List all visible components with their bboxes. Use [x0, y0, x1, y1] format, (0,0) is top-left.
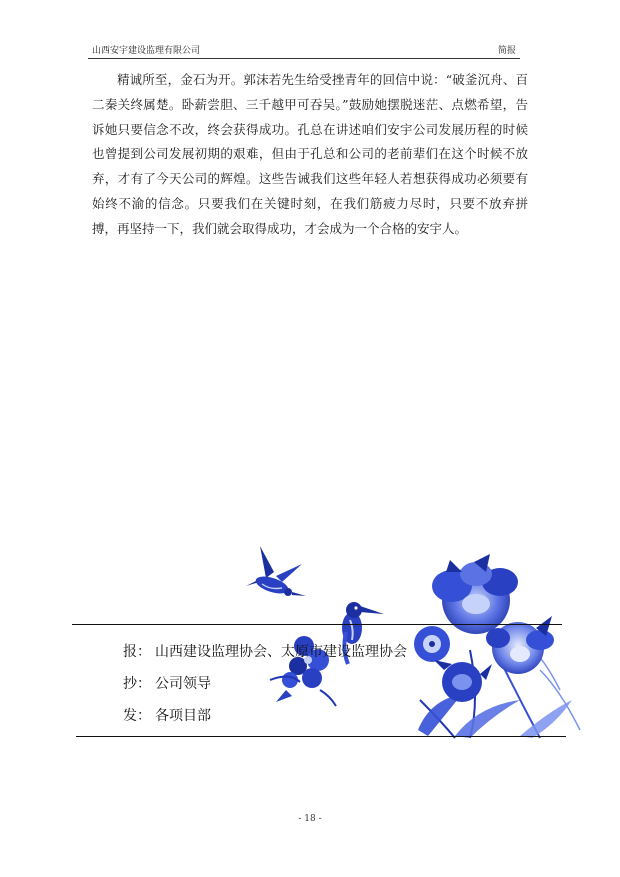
body-paragraph: 精诚所至，金石为开。郭沫若先生给受挫青年的回信中说：“破釜沉舟、百二秦关终属楚。卧薪尝胆、三千越甲可吞吴。”鼓励她摆脱迷茫、点燃希望，告诉她只要信念不改，终会获得成功。孔总在讲述咱们安宇公司发展历程的时候也曾提到公司发展初期的艰难，但由于孔总和公司的老前辈们在这个时候不放弃，才有了今天公司的辉煌。这些告诫我们这些年轻人若想获得成功必须要有始终不渝的信念。只要我们在关键时刻，在我们筋疲力尽时，只要不放弃拼搏，再坚持一下，我们就会取得成功，才会成为一个合格的安宇人。 — [92, 72, 528, 236]
report-recipients: 山西建设监理协会、太原市建设监理协会 — [155, 644, 407, 660]
distribution-top-rule — [72, 624, 562, 625]
page-number: - 18 - — [298, 814, 322, 824]
distribution-send-line — [123, 707, 211, 725]
send-recipients: 各项目部 — [155, 708, 211, 724]
flower-icon — [432, 554, 518, 634]
header-company: 山西安宇建设监理有限公司 — [92, 46, 201, 56]
distribution-copy-line — [123, 675, 211, 693]
send-label: 发： — [123, 708, 151, 724]
header-title: 简报 — [497, 46, 516, 56]
flower-icon-3 — [414, 626, 450, 662]
copy-recipients: 公司领导 — [155, 676, 211, 692]
flower-icon-4 — [434, 660, 492, 702]
copy-label: 抄： — [123, 676, 151, 692]
report-label: 报： — [123, 644, 151, 660]
distribution-report-line — [123, 643, 407, 661]
distribution-bottom-rule — [76, 736, 566, 737]
bird-icon — [246, 546, 306, 597]
